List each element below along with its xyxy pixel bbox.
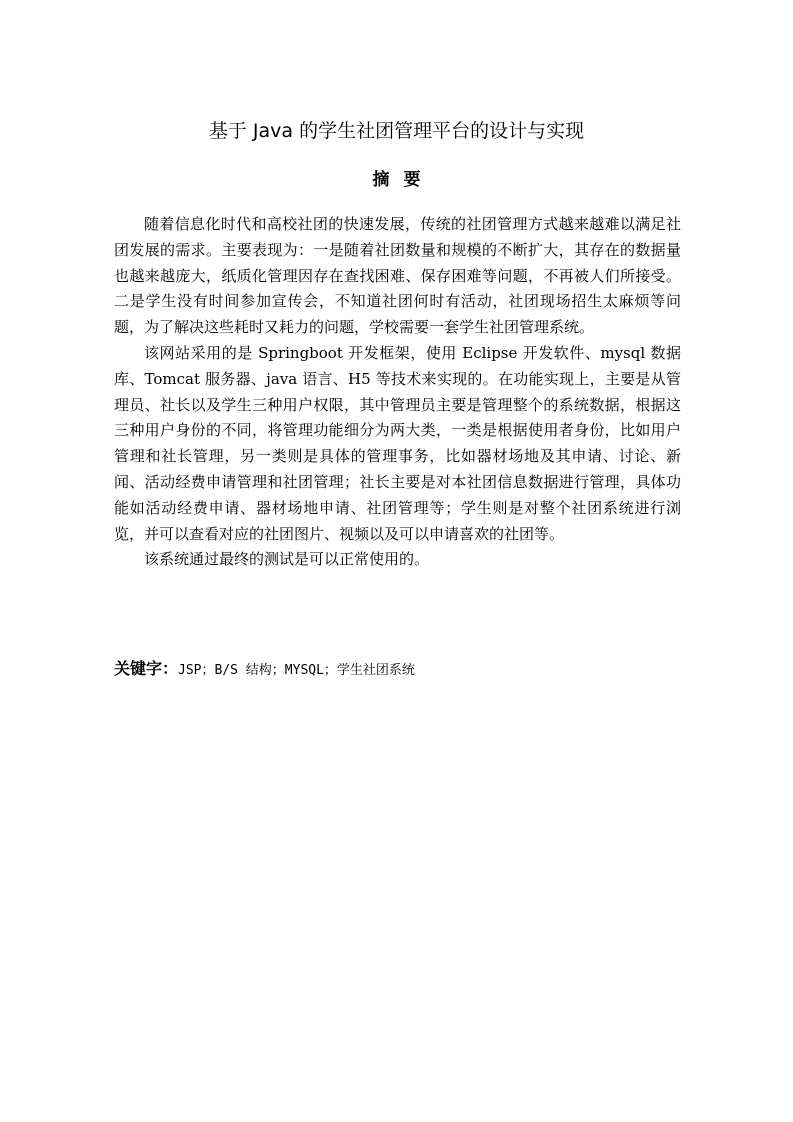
keywords-label: 关键字： bbox=[114, 659, 179, 678]
abstract-body bbox=[114, 212, 681, 573]
abstract-paragraph: 随着信息化时代和高校社团的快速发展，传统的社团管理方式越来越难以满足社团发展的需求。主要表现为：一是随着社团数量和规模的不断扩大，其存在的数据量也越来越庞大，纸质化管理因存在查找困难、保存困难等问题，不再被人们所接受。二是学生没有时间参加宣传会，不知道社团何时有活动，社团现场招生太麻烦等问题，为了解决这些耗时又耗力的问题，学校需要一套学生社团管理系统。 bbox=[114, 215, 681, 337]
abstract-paragraph: 该网站采用的是 Springboot 开发框架，使用 Eclipse 开发软件、mysql 数据库、Tomcat 服务器、java 语言、H5 等技术来实现的。在功能实现上，主要是从管理员、社长以及学生三种用户权限，其中管理员主要是管理整个的系统数据，根据这三种用户身份的不同，将管理功能细分为两大类，一类是根据使用者身份，比如用户管理和社长管理，另一类则是具体的管理事务，比如器材场地及其申请、讨论、新闻、活动经费申请管理和社团管理；社长主要是对本社团信息数据进行管理，具体功能如活动经费申请、器材场地申请、社团管理等；学生则是对整个社团系统进行浏览，并可以查看对应的社团图片、视频以及可以申请喜欢的社团等。 bbox=[114, 343, 681, 543]
paper-title: 基于 Java 的学生社团管理平台的设计与实现 bbox=[208, 120, 585, 142]
abstract-paragraph: 该系统通过最终的测试是可以正常使用的。 bbox=[144, 550, 430, 569]
abstract-heading: 摘要 bbox=[372, 170, 435, 190]
keywords-line bbox=[114, 657, 681, 683]
keywords-value: JSP；B/S 结构；MYSQL；学生社团系统 bbox=[178, 663, 415, 678]
